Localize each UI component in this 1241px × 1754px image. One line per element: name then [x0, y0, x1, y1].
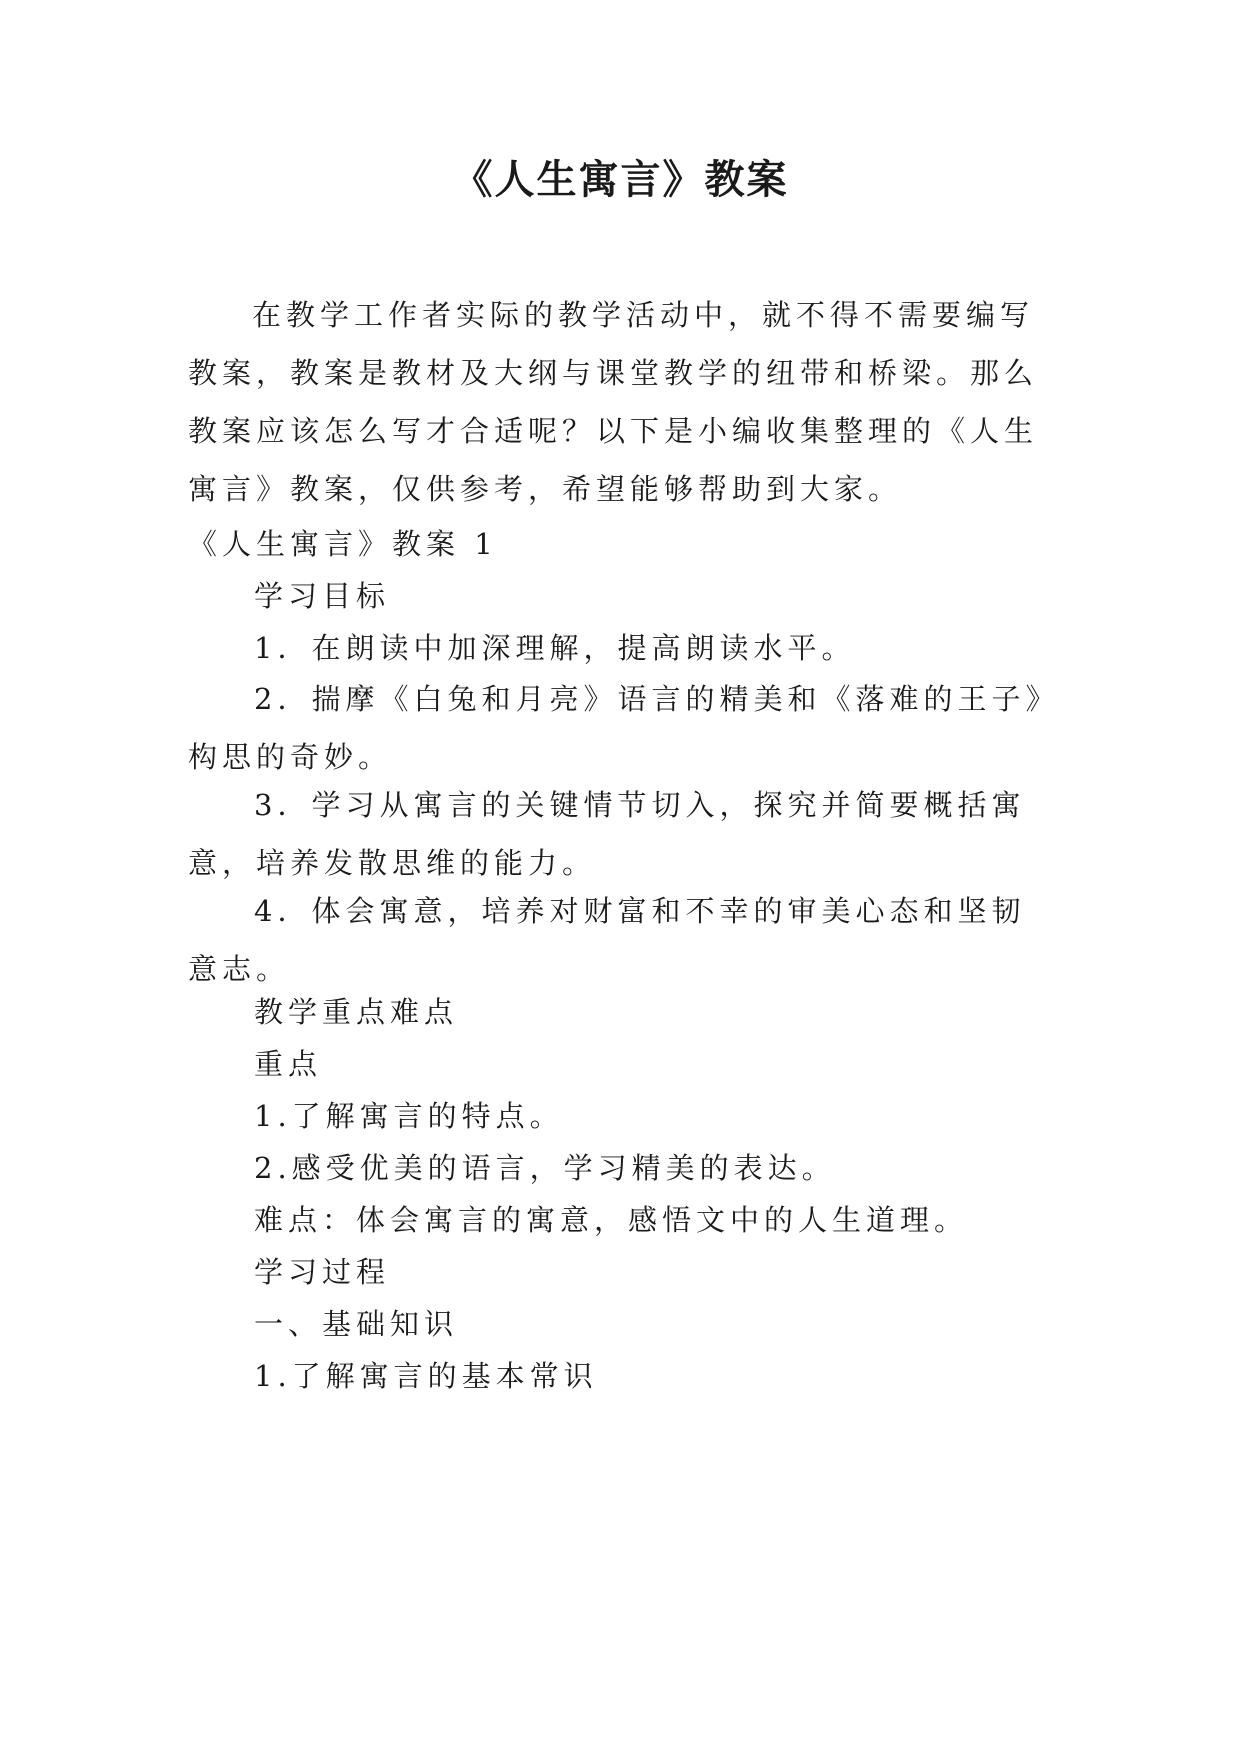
goals-heading: 学习目标	[254, 579, 391, 613]
key-label: 重点	[254, 1047, 323, 1081]
goal-item-3: 3．学习从寓言的关键情节切入，探究并简要概括寓意，培养发散思维的能力。	[188, 788, 1026, 880]
process-step-1: 一、基础知识	[254, 1307, 459, 1341]
goal-item-1: 1．在朗读中加深理解，提高朗读水平。	[254, 631, 856, 665]
intro-paragraph: 在教学工作者实际的教学活动中，就不得不需要编写教案，教案是教材及大纲与课堂教学的纽带和桥梁。那么教案应该怎么写才合适呢？以下是小编收集整理的《人生寓言》教案，仅供参考，希望能够帮助到大家。	[188, 298, 1039, 506]
document-title: 《人生寓言》教案	[452, 157, 789, 203]
key-point-2: 2.感受优美的语言，学习精美的表达。	[254, 1151, 836, 1185]
goal-item-4: 4．体会寓意，培养对财富和不幸的审美心态和坚韧意志。	[188, 894, 1026, 986]
difficulty-line: 难点：体会寓言的寓意，感悟文中的人生道理。	[254, 1203, 969, 1237]
key-points-heading: 教学重点难点	[254, 995, 459, 1029]
section-heading: 《人生寓言》教案 1	[188, 527, 498, 561]
process-heading: 学习过程	[254, 1255, 391, 1289]
key-point-1: 1.了解寓言的特点。	[254, 1099, 564, 1133]
goal-item-2: 2．揣摩《白兔和月亮》语言的精美和《落难的王子》构思的奇妙。	[188, 682, 1045, 774]
process-item-1: 1.了解寓言的基本常识	[254, 1359, 598, 1393]
